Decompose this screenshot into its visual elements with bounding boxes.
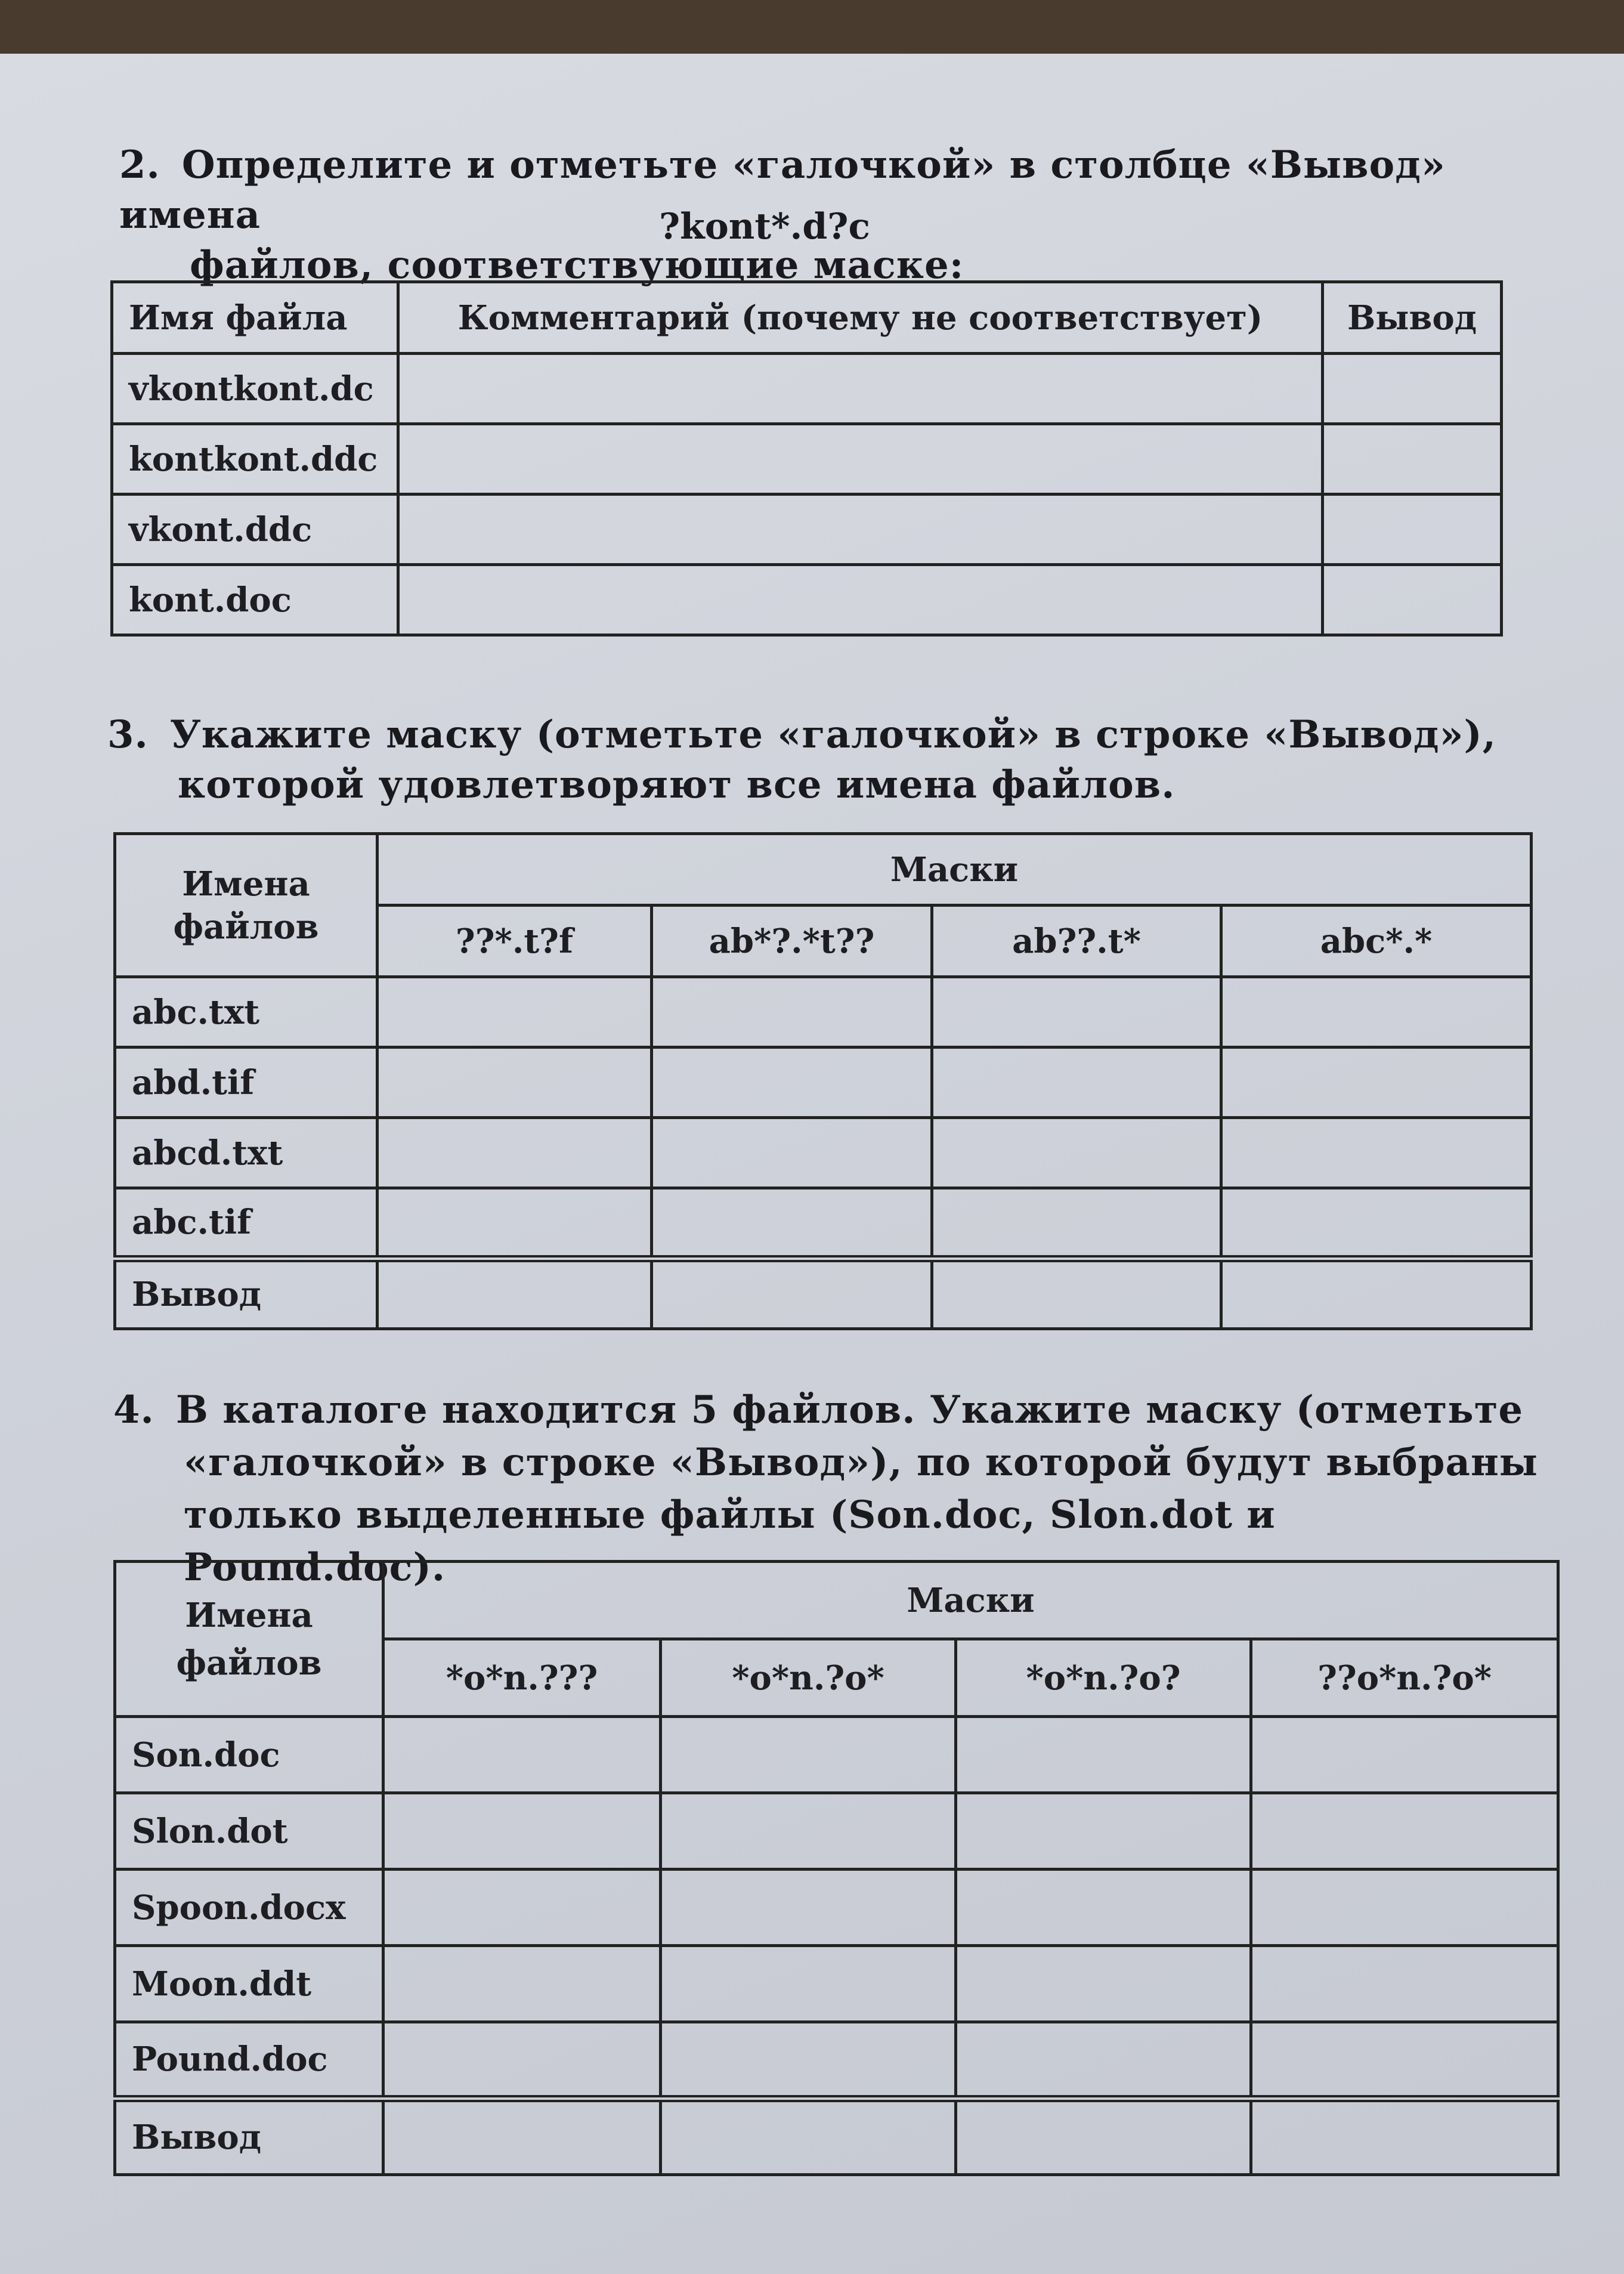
output-check-cell[interactable] (1323, 424, 1502, 495)
answer-cell[interactable] (932, 977, 1221, 1048)
file-name-cell: Slon.dot (115, 1793, 383, 1870)
file-name-cell: abcd.txt (115, 1118, 378, 1188)
mask-header: ??o*n.?o* (1251, 1639, 1558, 1717)
mask-header: *o*n.?o* (661, 1639, 956, 1717)
task-2-number: 2. (119, 143, 160, 187)
names-header (115, 834, 378, 977)
answer-cell[interactable] (378, 977, 652, 1048)
task-4-line-1: В каталоге находится 5 файлов. Укажите маску (отметьте (175, 1388, 1524, 1432)
answer-cell[interactable] (1251, 2022, 1558, 2099)
names-header (115, 1562, 383, 1717)
answer-cell[interactable] (661, 1717, 956, 1793)
answer-cell[interactable] (652, 1048, 932, 1118)
answer-cell[interactable] (383, 1946, 661, 2022)
task-4-line-3: только выделенные файлы (Son.doc, Slon.dot и Pound.doc). (184, 1493, 1276, 1590)
task-2-mask: ?kont*.d?c (659, 206, 870, 248)
answer-cell[interactable] (932, 1118, 1221, 1188)
header-comment: Комментарий (почему не соответствует) (398, 282, 1323, 354)
names-header-line-1: Имена (182, 864, 310, 904)
file-name-cell: vkont.ddc (112, 495, 398, 565)
comment-cell[interactable] (398, 354, 1323, 424)
task-4-line-2: «галочкой» в строке «Вывод»), по которой будут выбраны (184, 1440, 1538, 1485)
answer-cell[interactable] (1221, 1118, 1532, 1188)
answer-cell[interactable] (1221, 1188, 1532, 1259)
output-check-cell[interactable] (932, 1259, 1221, 1329)
answer-cell[interactable] (1251, 1793, 1558, 1870)
answer-cell[interactable] (378, 1118, 652, 1188)
answer-cell[interactable] (932, 1048, 1221, 1118)
task-4-number: 4. (113, 1388, 154, 1432)
output-label-cell: Вывод (115, 2099, 383, 2175)
file-name-cell: abd.tif (115, 1048, 378, 1118)
task-4-table (113, 1560, 1560, 2176)
answer-cell[interactable] (652, 977, 932, 1048)
answer-cell[interactable] (383, 1870, 661, 1946)
file-name-cell: vkontkont.dc (112, 354, 398, 424)
comment-cell[interactable] (398, 565, 1323, 635)
mask-header: ab*?.*t?? (652, 906, 932, 977)
file-name-cell: kont.doc (112, 565, 398, 635)
answer-cell[interactable] (1221, 977, 1532, 1048)
answer-cell[interactable] (661, 1946, 956, 2022)
answer-cell[interactable] (956, 2022, 1251, 2099)
header-output: Вывод (1323, 282, 1502, 354)
mask-header: ab??.t* (932, 906, 1221, 977)
answer-cell[interactable] (1251, 1870, 1558, 1946)
answer-cell[interactable] (383, 2022, 661, 2099)
answer-cell[interactable] (378, 1048, 652, 1118)
task-2-line-2: файлов, соответствующие маске: (190, 243, 964, 288)
mask-header: ??*.t?f (378, 906, 652, 977)
comment-cell[interactable] (398, 495, 1323, 565)
mask-header: *o*n.?o? (956, 1639, 1251, 1717)
task-3-text (107, 710, 1509, 810)
file-name-cell: kontkont.ddc (112, 424, 398, 495)
answer-cell[interactable] (1251, 1946, 1558, 2022)
answer-cell[interactable] (956, 1946, 1251, 2022)
answer-cell[interactable] (661, 1870, 956, 1946)
answer-cell[interactable] (1221, 1048, 1532, 1118)
output-check-cell[interactable] (1323, 565, 1502, 635)
output-check-cell[interactable] (1251, 2099, 1558, 2175)
task-3-table (113, 832, 1533, 1330)
masks-header: Маски (378, 834, 1532, 906)
output-check-cell[interactable] (378, 1259, 652, 1329)
task-2-line-1: Определите и отметьте «галочкой» в столбце «Вывод» имена (119, 143, 1446, 237)
answer-cell[interactable] (661, 2022, 956, 2099)
file-name-cell: Pound.doc (115, 2022, 383, 2099)
file-name-cell: Spoon.docx (115, 1870, 383, 1946)
file-name-cell: abc.txt (115, 977, 378, 1048)
task-3-line-1: Укажите маску (отметьте «галочкой» в строке «Вывод»), (169, 712, 1497, 757)
file-name-cell: abc.tif (115, 1188, 378, 1259)
mask-header: *o*n.??? (383, 1639, 661, 1717)
file-name-cell: Son.doc (115, 1717, 383, 1793)
task-3-line-2: которой удовлетворяют все имена файлов. (178, 762, 1176, 807)
file-name-cell: Moon.ddt (115, 1946, 383, 2022)
output-check-cell[interactable] (1221, 1259, 1532, 1329)
answer-cell[interactable] (378, 1188, 652, 1259)
answer-cell[interactable] (956, 1717, 1251, 1793)
masks-header: Маски (383, 1562, 1558, 1639)
comment-cell[interactable] (398, 424, 1323, 495)
answer-cell[interactable] (652, 1188, 932, 1259)
output-check-cell[interactable] (383, 2099, 661, 2175)
output-check-cell[interactable] (652, 1259, 932, 1329)
mask-header: abc*.* (1221, 906, 1532, 977)
answer-cell[interactable] (383, 1717, 661, 1793)
task-2-table (110, 280, 1503, 637)
header-file-name: Имя файла (112, 282, 398, 354)
output-label-cell: Вывод (115, 1259, 378, 1329)
answer-cell[interactable] (956, 1870, 1251, 1946)
names-header-line-2: файлов (176, 1643, 322, 1683)
worksheet-page (0, 54, 1624, 2274)
answer-cell[interactable] (1251, 1717, 1558, 1793)
output-check-cell[interactable] (956, 2099, 1251, 2175)
answer-cell[interactable] (383, 1793, 661, 1870)
answer-cell[interactable] (652, 1118, 932, 1188)
names-header-line-1: Имена (185, 1595, 313, 1635)
output-check-cell[interactable] (1323, 354, 1502, 424)
task-3-number: 3. (107, 712, 149, 757)
names-header-line-2: файлов (173, 907, 319, 947)
output-check-cell[interactable] (661, 2099, 956, 2175)
answer-cell[interactable] (956, 1793, 1251, 1870)
answer-cell[interactable] (932, 1188, 1221, 1259)
output-check-cell[interactable] (1323, 495, 1502, 565)
answer-cell[interactable] (661, 1793, 956, 1870)
